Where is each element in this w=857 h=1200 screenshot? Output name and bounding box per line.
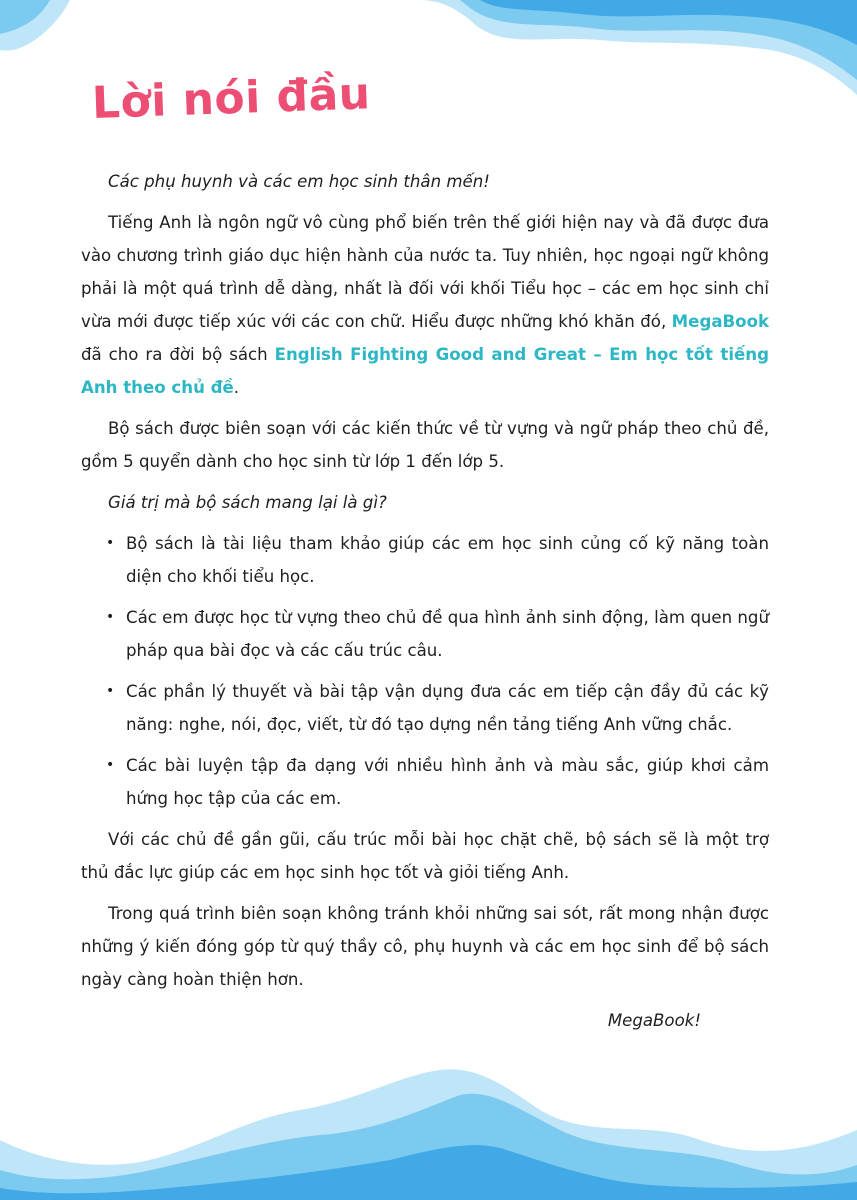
page-title: Lời nói đầu (91, 68, 372, 129)
preface-body (81, 165, 769, 1037)
list-item-text: Các phần lý thuyết và bài tập vận dụng đưa các em tiếp cận đầy đủ các kỹ năng: nghe, nói, đọc, viết, từ đó tạo dựng nền tảng tiếng Anh vững chắc. (126, 682, 769, 734)
list-item (81, 601, 769, 667)
bullet-icon: • (106, 535, 115, 551)
value-question: Giá trị mà bộ sách mang lại là gì? (108, 493, 387, 512)
intro-text-2: đã cho ra đời bộ sách (81, 345, 275, 364)
list-item (81, 675, 769, 741)
list-item-text: Bộ sách là tài liệu tham khảo giúp các em học sinh củng cố kỹ năng toàn diện cho khối tiểu học. (126, 534, 769, 586)
feedback-paragraph: Trong quá trình biên soạn không tránh khỏi những sai sót, rất mong nhận được những ý kiến đóng góp từ quý thầy cô, phụ huynh và các em học sinh để bộ sách ngày càng hoàn thiện hơn. (81, 904, 769, 989)
intro-text-3: . (233, 378, 240, 397)
list-item-text: Các em được học từ vựng theo chủ đề qua hình ảnh sinh động, làm quen ngữ pháp qua bài đọc và các cấu trúc câu. (126, 608, 769, 660)
list-item (81, 749, 769, 815)
series-paragraph: Bộ sách được biên soạn với các kiến thức về từ vựng và ngữ pháp theo chủ đề, gồm 5 quyển dành cho học sinh từ lớp 1 đến lớp 5. (81, 419, 769, 471)
intro-text-1: Tiếng Anh là ngôn ngữ vô cùng phổ biến trên thế giới hiện nay và đã được đưa vào chương trình giáo dục hiện hành của nước ta. Tuy nhiên, học ngoại ngữ không phải là một quá trình dễ dàng, nhất là đối với khối Tiểu học – các em học sinh chỉ vừa mới được tiếp xúc với các con chữ. Hiểu được những khó khăn đó, (81, 213, 769, 331)
brand-name: MegaBook (671, 312, 769, 331)
topics-paragraph: Với các chủ đề gần gũi, cấu trúc mỗi bài học chặt chẽ, bộ sách sẽ là một trợ thủ đắc lực giúp các em học sinh học tốt và giỏi tiếng Anh. (81, 830, 769, 882)
list-item (81, 527, 769, 593)
greeting: Các phụ huynh và các em học sinh thân mến! (108, 172, 490, 191)
bullet-icon: • (106, 757, 115, 773)
intro-paragraph (81, 206, 769, 404)
signature: MegaBook! (607, 1011, 701, 1030)
bullet-icon: • (106, 609, 115, 625)
bullet-icon: • (106, 683, 115, 699)
book-title: English Fighting Good and Great – Em học tốt tiếng Anh theo chủ đề (81, 345, 769, 397)
value-list (81, 527, 769, 815)
list-item-text: Các bài luyện tập đa dạng với nhiều hình ảnh và màu sắc, giúp khơi cảm hứng học tập của các em. (126, 756, 769, 808)
bottom-wave-decoration (0, 1050, 857, 1200)
